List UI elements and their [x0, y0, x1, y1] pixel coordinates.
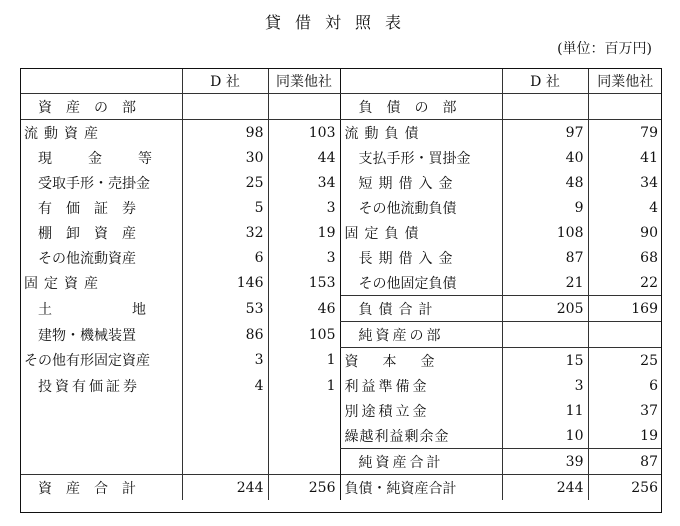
value-cell: 244 [182, 475, 268, 501]
section-label-liabilities: 負債の部 [340, 94, 502, 120]
value-cell: 3 [502, 373, 588, 398]
row-label: 受取手形・売掛金 [38, 175, 150, 192]
value-cell [268, 398, 340, 423]
balance-sheet-table [20, 68, 662, 500]
value-cell: 4 [588, 195, 662, 220]
value-cell: 3 [268, 195, 340, 220]
value-cell: 256 [268, 475, 340, 501]
value-cell: 86 [182, 322, 268, 348]
table-row [20, 423, 662, 449]
value-cell: 34 [588, 170, 662, 195]
value-cell: 103 [268, 120, 340, 146]
value-cell [182, 449, 268, 475]
value-cell: 9 [502, 195, 588, 220]
value-cell: 22 [588, 270, 662, 296]
row-label: 現金等 [38, 150, 188, 167]
total-label-liabilities-net-assets: 負債・純資産合計 [340, 475, 502, 501]
section-header-row [20, 322, 662, 348]
row-label: 利益準備金 [340, 373, 502, 398]
row-label: 流動資産 [24, 125, 104, 142]
row-label [20, 423, 182, 449]
row-label: その他有形固定資産 [24, 353, 150, 370]
total-row [20, 475, 662, 501]
value-cell: 169 [588, 296, 662, 322]
row-label: 棚卸資産 [38, 225, 150, 242]
row-label: 投資有価証券 [38, 378, 140, 395]
value-cell [502, 322, 588, 348]
value-cell: 3 [182, 348, 268, 374]
row-label: 固定資産 [24, 275, 104, 292]
table-row [20, 245, 662, 270]
row-label [20, 398, 182, 423]
row-label: 土地 [38, 301, 226, 318]
table-row [20, 145, 662, 170]
value-cell: 1 [268, 348, 340, 374]
value-cell: 41 [588, 145, 662, 170]
value-cell: 68 [588, 245, 662, 270]
value-cell [182, 398, 268, 423]
value-cell: 97 [502, 120, 588, 146]
value-cell: 15 [502, 348, 588, 374]
row-label: 資本金 [340, 348, 502, 374]
table-row [20, 270, 662, 296]
header-cell [340, 68, 502, 94]
section-label-assets: 資産の部 [20, 94, 182, 120]
subtotal-label-net-assets: 純資産合計 [340, 449, 502, 475]
value-cell: 40 [502, 145, 588, 170]
value-cell: 53 [182, 296, 268, 322]
value-cell: 19 [588, 423, 662, 449]
table-cell [588, 94, 662, 120]
table-row [20, 120, 662, 146]
value-cell: 39 [502, 449, 588, 475]
value-cell: 256 [588, 475, 662, 501]
value-cell: 98 [182, 120, 268, 146]
table-row [20, 170, 662, 195]
value-cell: 19 [268, 220, 340, 245]
total-label-assets: 資産合計 [20, 475, 182, 501]
row-label: その他流動負債 [340, 195, 502, 220]
table-row [20, 449, 662, 475]
value-cell: 21 [502, 270, 588, 296]
value-cell: 4 [182, 373, 268, 398]
row-label: 別途積立金 [340, 398, 502, 423]
value-cell: 108 [502, 220, 588, 245]
table-cell [268, 94, 340, 120]
value-cell: 3 [268, 245, 340, 270]
header-cell-d-company: D 社 [182, 68, 268, 94]
value-cell: 11 [502, 398, 588, 423]
value-cell [268, 449, 340, 475]
value-cell: 244 [502, 475, 588, 501]
section-header-row [20, 94, 662, 120]
table-row [20, 195, 662, 220]
value-cell: 105 [268, 322, 340, 348]
value-cell: 6 [182, 245, 268, 270]
table-row [20, 348, 662, 374]
value-cell [588, 322, 662, 348]
value-cell [268, 423, 340, 449]
row-label: 建物・機械装置 [38, 327, 136, 344]
row-label: 短期借入金 [340, 170, 502, 195]
table-cell [502, 94, 588, 120]
value-cell: 10 [502, 423, 588, 449]
value-cell: 25 [588, 348, 662, 374]
header-row [20, 68, 662, 94]
table-cell [182, 94, 268, 120]
table-row [20, 373, 662, 398]
value-cell: 153 [268, 270, 340, 296]
value-cell: 87 [502, 245, 588, 270]
row-label: 長期借入金 [340, 245, 502, 270]
statement-title: 貸借対照表 [264, 13, 415, 32]
section-label-net-assets: 純資産の部 [340, 322, 502, 348]
value-cell: 5 [182, 195, 268, 220]
header-cell [20, 68, 182, 94]
header-cell-d-company: D 社 [502, 68, 588, 94]
table-row [20, 220, 662, 245]
unit-label: (単位：百万円) [557, 41, 652, 57]
value-cell: 6 [588, 373, 662, 398]
value-cell: 25 [182, 170, 268, 195]
row-label: その他流動資産 [38, 250, 136, 267]
value-cell: 37 [588, 398, 662, 423]
row-label: 繰越利益剰余金 [340, 423, 502, 449]
row-label: 支払手形・買掛金 [340, 145, 502, 170]
value-cell: 34 [268, 170, 340, 195]
value-cell: 1 [268, 373, 340, 398]
subtotal-label-liabilities: 負債合計 [340, 296, 502, 322]
header-cell-competitors: 同業他社 [588, 68, 662, 94]
value-cell: 30 [182, 145, 268, 170]
value-cell: 79 [588, 120, 662, 146]
value-cell: 46 [268, 296, 340, 322]
value-cell: 146 [182, 270, 268, 296]
row-label: 固定負債 [340, 220, 502, 245]
value-cell: 44 [268, 145, 340, 170]
header-cell-competitors: 同業他社 [268, 68, 340, 94]
value-cell: 32 [182, 220, 268, 245]
value-cell [182, 423, 268, 449]
value-cell: 205 [502, 296, 588, 322]
value-cell: 48 [502, 170, 588, 195]
table-row [20, 398, 662, 423]
row-label: 有価証券 [38, 200, 150, 217]
table-row [20, 296, 662, 322]
value-cell: 87 [588, 449, 662, 475]
value-cell: 90 [588, 220, 662, 245]
row-label: その他固定負債 [340, 270, 502, 296]
row-label: 流動負債 [340, 120, 502, 146]
row-label [20, 449, 182, 475]
